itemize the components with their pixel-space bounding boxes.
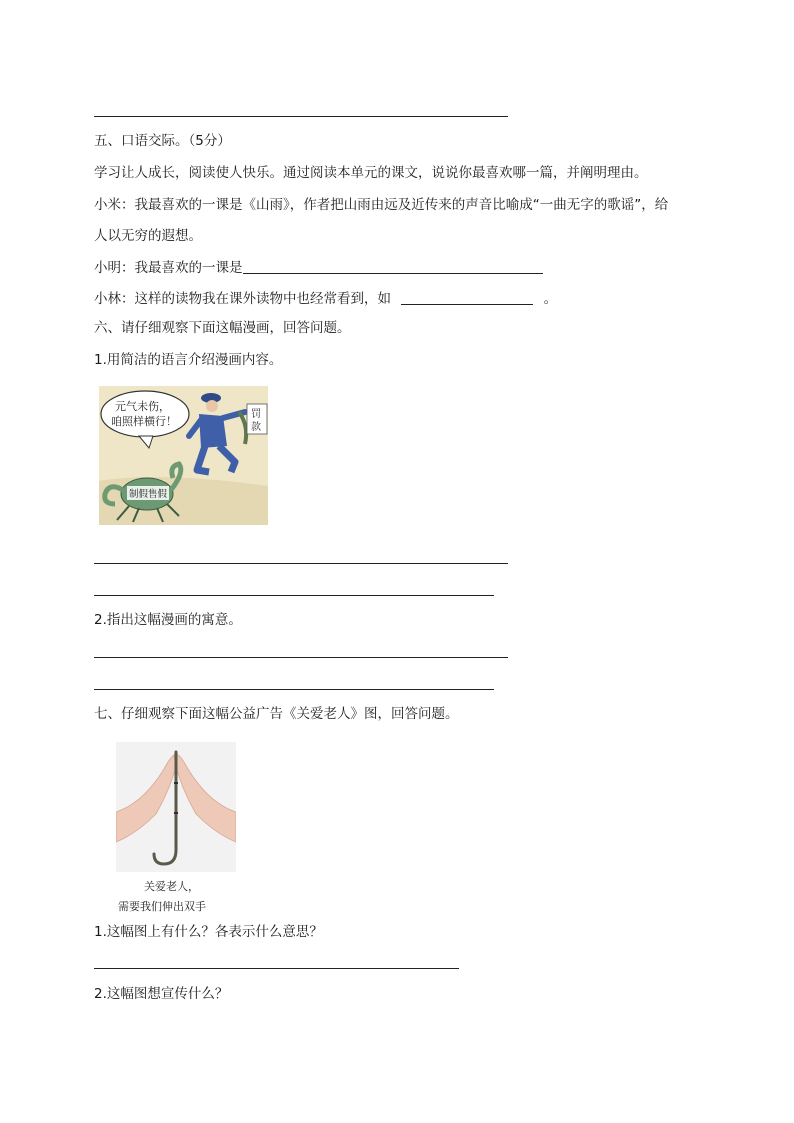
xiaolin-line xyxy=(94,291,557,307)
xiaolin-text: 小林：这样的读物我在课外读物中也经常看到，如 xyxy=(94,291,391,307)
poster-caption-1: 关爱老人， xyxy=(144,880,199,893)
section-6-q1: 1.用简洁的语言介绍漫画内容。 xyxy=(94,352,283,368)
xiaoming-line xyxy=(94,260,543,276)
answer-line xyxy=(94,657,508,658)
section-7-q1: 1.这幅图上有什么？各表示什么意思？ xyxy=(94,924,323,940)
xiaolin-end: 。 xyxy=(543,291,558,307)
answer-line xyxy=(94,689,494,690)
answer-line xyxy=(94,563,508,564)
section-6-q2: 2.指出这幅漫画的寓意。 xyxy=(94,612,242,628)
xiaolin-blank[interactable] xyxy=(401,291,533,305)
section-5-intro: 学习让人成长，阅读使人快乐。通过阅读本单元的课文，说说你最喜欢哪一篇，并阐明理由。 xyxy=(94,165,648,181)
answer-line xyxy=(94,116,508,117)
poster-caption-2: 需要我们伸出双手 xyxy=(118,900,206,913)
speech-line-2: 咱照样横行！ xyxy=(111,415,177,428)
cartoon-image xyxy=(99,386,268,525)
poster-image xyxy=(116,742,236,914)
fine-label-1: 罚 xyxy=(251,409,261,420)
xiaomi-line-2: 人以无穷的遐想。 xyxy=(94,228,202,244)
section-7-heading: 七、仔细观察下面这幅公益广告《关爱老人》图，回答问题。 xyxy=(94,706,459,722)
section-6-heading: 六、请仔细观察下面这幅漫画，回答问题。 xyxy=(94,320,351,336)
fine-label-2: 款 xyxy=(251,422,261,433)
crab-label: 制假售假 xyxy=(129,489,168,500)
section-7-q2: 2.这幅图想宣传什么？ xyxy=(94,986,229,1002)
xiaomi-line-1: 小米：我最喜欢的一课是《山雨》，作者把山雨由远及近传来的声音比喻成“一曲无字的歌谣”，给 xyxy=(94,197,669,213)
xiaoming-blank[interactable] xyxy=(243,260,543,274)
section-5-heading: 五、口语交际。（5分） xyxy=(94,133,231,149)
speech-line-1: 元气未伤， xyxy=(115,400,170,413)
xiaoming-text: 小明：我最喜欢的一课是 xyxy=(94,260,243,276)
answer-line xyxy=(94,968,459,969)
answer-line xyxy=(94,595,494,596)
